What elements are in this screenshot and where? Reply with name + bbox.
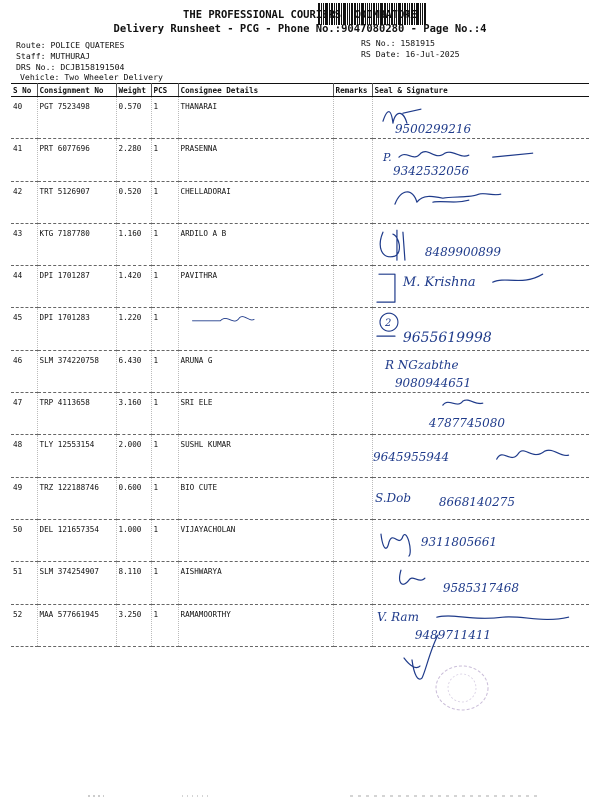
cell-consignee: ARDILO A B: [178, 223, 333, 265]
cell-consignee: RAMAMOORTHY: [178, 604, 333, 646]
cell-consignment: PRT 6077696: [37, 139, 116, 181]
svg-text:S.Dob: S.Dob: [374, 490, 411, 505]
signature-ink: [373, 435, 590, 476]
svg-text:4787745080: 4787745080: [428, 416, 505, 431]
cell-weight: 1.420: [116, 266, 151, 308]
cell-signature: [372, 435, 589, 477]
cell-signature: [372, 97, 589, 139]
cell-remarks: [333, 266, 372, 308]
cell-consignee: AISHWARYA: [178, 562, 333, 604]
cell-signature: [372, 266, 589, 308]
col-consignment: Consignment No: [37, 84, 116, 97]
rs-number: RS No.: 1581915: [361, 38, 435, 48]
table-header-row: [11, 84, 589, 97]
cell-pcs: 1: [151, 181, 178, 223]
cell-weight: 0.600: [116, 477, 151, 519]
cell-sno: 45: [11, 308, 37, 350]
rs-date: RS Date: 16-Jul-2025: [361, 49, 460, 59]
cell-consignee: CHELLADORAI: [178, 181, 333, 223]
cell-consignee: BIO CUTE: [178, 477, 333, 519]
drs-label: DRS No.: DCJB158191504: [16, 62, 125, 72]
cell-consignment: DPI 1701287: [37, 266, 116, 308]
cell-remarks: [333, 139, 372, 181]
svg-text:9585317468: 9585317468: [442, 581, 519, 596]
cell-remarks: [333, 393, 372, 435]
cell-remarks: [333, 308, 372, 350]
cell-signature: [372, 139, 589, 181]
cell-signature: [372, 223, 589, 265]
signature-ink: [373, 266, 590, 307]
signature-ink: [373, 478, 590, 519]
cell-consignee: SUSHL KUMAR: [178, 435, 333, 477]
cell-consignment: TRT 5126907: [37, 181, 116, 223]
cell-sno: 40: [11, 97, 37, 139]
cell-remarks: [333, 435, 372, 477]
table-row: [11, 266, 589, 308]
handwritten-mark: [191, 312, 301, 334]
svg-text:M. Krishna: M. Krishna: [402, 275, 476, 291]
col-signature: Seal & Signature: [372, 84, 589, 97]
cell-weight: 3.160: [116, 393, 151, 435]
cell-weight: 0.520: [116, 181, 151, 223]
cell-sno: 43: [11, 223, 37, 265]
signature-ink: [373, 182, 590, 223]
cell-signature: [372, 308, 589, 350]
svg-text:2: 2: [384, 318, 391, 330]
cell-pcs: 1: [151, 350, 178, 392]
cell-consignee: PRASENNA: [178, 139, 333, 181]
vehicle-label: Vehicle: Two Wheeler Delivery: [20, 72, 163, 82]
cell-weight: 0.570: [116, 97, 151, 139]
signature-ink: [373, 308, 590, 349]
cell-sno: 51: [11, 562, 37, 604]
svg-text:V. Ram: V. Ram: [376, 609, 419, 624]
cell-consignment: SLM 374220758: [37, 350, 116, 392]
cell-weight: 8.110: [116, 562, 151, 604]
cell-remarks: [333, 477, 372, 519]
table-row: [11, 181, 589, 223]
cell-remarks: [333, 350, 372, 392]
col-consignee: Consignee Details: [178, 84, 333, 97]
svg-text:9500299216: 9500299216: [394, 122, 471, 137]
table-row: [11, 139, 589, 181]
col-sno: S No: [11, 84, 37, 97]
cell-signature: [372, 519, 589, 561]
cell-pcs: 1: [151, 393, 178, 435]
footer-scan-marks: [0, 788, 600, 800]
cell-weight: 1.000: [116, 519, 151, 561]
cell-consignment: DPI 1701283: [37, 308, 116, 350]
cell-signature: [372, 477, 589, 519]
cell-remarks: [333, 604, 372, 646]
cell-remarks: [333, 562, 372, 604]
cell-signature: [372, 181, 589, 223]
cell-signature: [372, 562, 589, 604]
signature-ink: [373, 97, 590, 138]
cell-weight: 1.220: [116, 308, 151, 350]
signature-ink: [373, 520, 590, 561]
cell-consignment: TRP 4113658: [37, 393, 116, 435]
cell-pcs: 1: [151, 435, 178, 477]
cell-sno: 47: [11, 393, 37, 435]
cell-pcs: 1: [151, 97, 178, 139]
cell-consignee: SRI ELE: [178, 393, 333, 435]
cell-pcs: 1: [151, 308, 178, 350]
route-label: Route: POLICE QUATERES: [16, 40, 125, 50]
cell-sno: 46: [11, 350, 37, 392]
cell-signature: [372, 393, 589, 435]
cell-weight: 2.000: [116, 435, 151, 477]
cell-consignment: TLY 12553154: [37, 435, 116, 477]
table-row: [11, 435, 589, 477]
cell-sno: 52: [11, 604, 37, 646]
runsheet-subtitle: Delivery Runsheet - PCG - Phone No.:9047080280 - Page No.:4: [113, 23, 487, 35]
signature-ink: [373, 224, 590, 265]
svg-text:P.: P.: [382, 151, 392, 165]
table-row: [11, 562, 589, 604]
cell-consignee: ARUNA G: [178, 350, 333, 392]
cell-consignee: VIJAYACHOLAN: [178, 519, 333, 561]
cell-consignment: TRZ 122188746: [37, 477, 116, 519]
svg-text:8668140275: 8668140275: [438, 494, 515, 509]
cell-pcs: 1: [151, 223, 178, 265]
svg-text:9342532056: 9342532056: [392, 164, 469, 179]
table-row: [11, 308, 589, 350]
cell-pcs: 1: [151, 139, 178, 181]
signature-ink: [373, 393, 590, 434]
table-row: [11, 223, 589, 265]
svg-text:8489900899: 8489900899: [424, 245, 501, 260]
cell-sno: 50: [11, 519, 37, 561]
svg-text:R NGzabthe: R NGzabthe: [384, 357, 459, 372]
col-remarks: Remarks: [333, 84, 372, 97]
cell-sno: 42: [11, 181, 37, 223]
cell-weight: 1.160: [116, 223, 151, 265]
cell-consignment: KTG 7187780: [37, 223, 116, 265]
table-row: [11, 519, 589, 561]
signature-ink: [373, 139, 590, 180]
signature-ink: [373, 562, 590, 603]
cell-signature: [372, 350, 589, 392]
company-title: THE PROFESSIONAL COURIERS, COIMBATORE: [183, 9, 417, 21]
cell-pcs: 1: [151, 266, 178, 308]
staff-label: Staff: MUTHURAJ: [16, 51, 90, 61]
cell-sno: 44: [11, 266, 37, 308]
cell-consignee: PAVITHRA: [178, 266, 333, 308]
cell-remarks: [333, 519, 372, 561]
svg-text:9655619998: 9655619998: [402, 330, 492, 347]
svg-text:9645955944: 9645955944: [372, 450, 449, 465]
table-row: [11, 97, 589, 139]
cell-consignment: PGT 7523498: [37, 97, 116, 139]
table-row: [11, 350, 589, 392]
cell-consignee: THANARAI: [178, 97, 333, 139]
cell-consignee: [178, 308, 333, 350]
cell-remarks: [333, 181, 372, 223]
cell-pcs: 1: [151, 519, 178, 561]
signature-ink: [373, 351, 590, 392]
svg-text:9080944651: 9080944651: [394, 375, 471, 390]
cell-remarks: [333, 223, 372, 265]
cell-remarks: [333, 97, 372, 139]
seal-sketch: [390, 627, 510, 740]
cell-sno: 48: [11, 435, 37, 477]
cell-pcs: 1: [151, 562, 178, 604]
col-weight: Weight: [116, 84, 151, 97]
cell-consignment: DEL 121657354: [37, 519, 116, 561]
table-row: [11, 393, 589, 435]
cell-sno: 41: [11, 139, 37, 181]
cell-consignment: MAA 577661945: [37, 604, 116, 646]
svg-text:9489711411: 9489711411: [414, 627, 491, 642]
cell-pcs: 1: [151, 604, 178, 646]
col-pcs: PCS: [151, 84, 178, 97]
table-row: [11, 477, 589, 519]
delivery-table: [11, 83, 589, 647]
cell-consignment: SLM 374254907: [37, 562, 116, 604]
cell-weight: 2.280: [116, 139, 151, 181]
svg-text:9311805661: 9311805661: [420, 535, 497, 550]
cell-weight: 6.430: [116, 350, 151, 392]
cell-pcs: 1: [151, 477, 178, 519]
cell-weight: 3.250: [116, 604, 151, 646]
cell-sno: 49: [11, 477, 37, 519]
